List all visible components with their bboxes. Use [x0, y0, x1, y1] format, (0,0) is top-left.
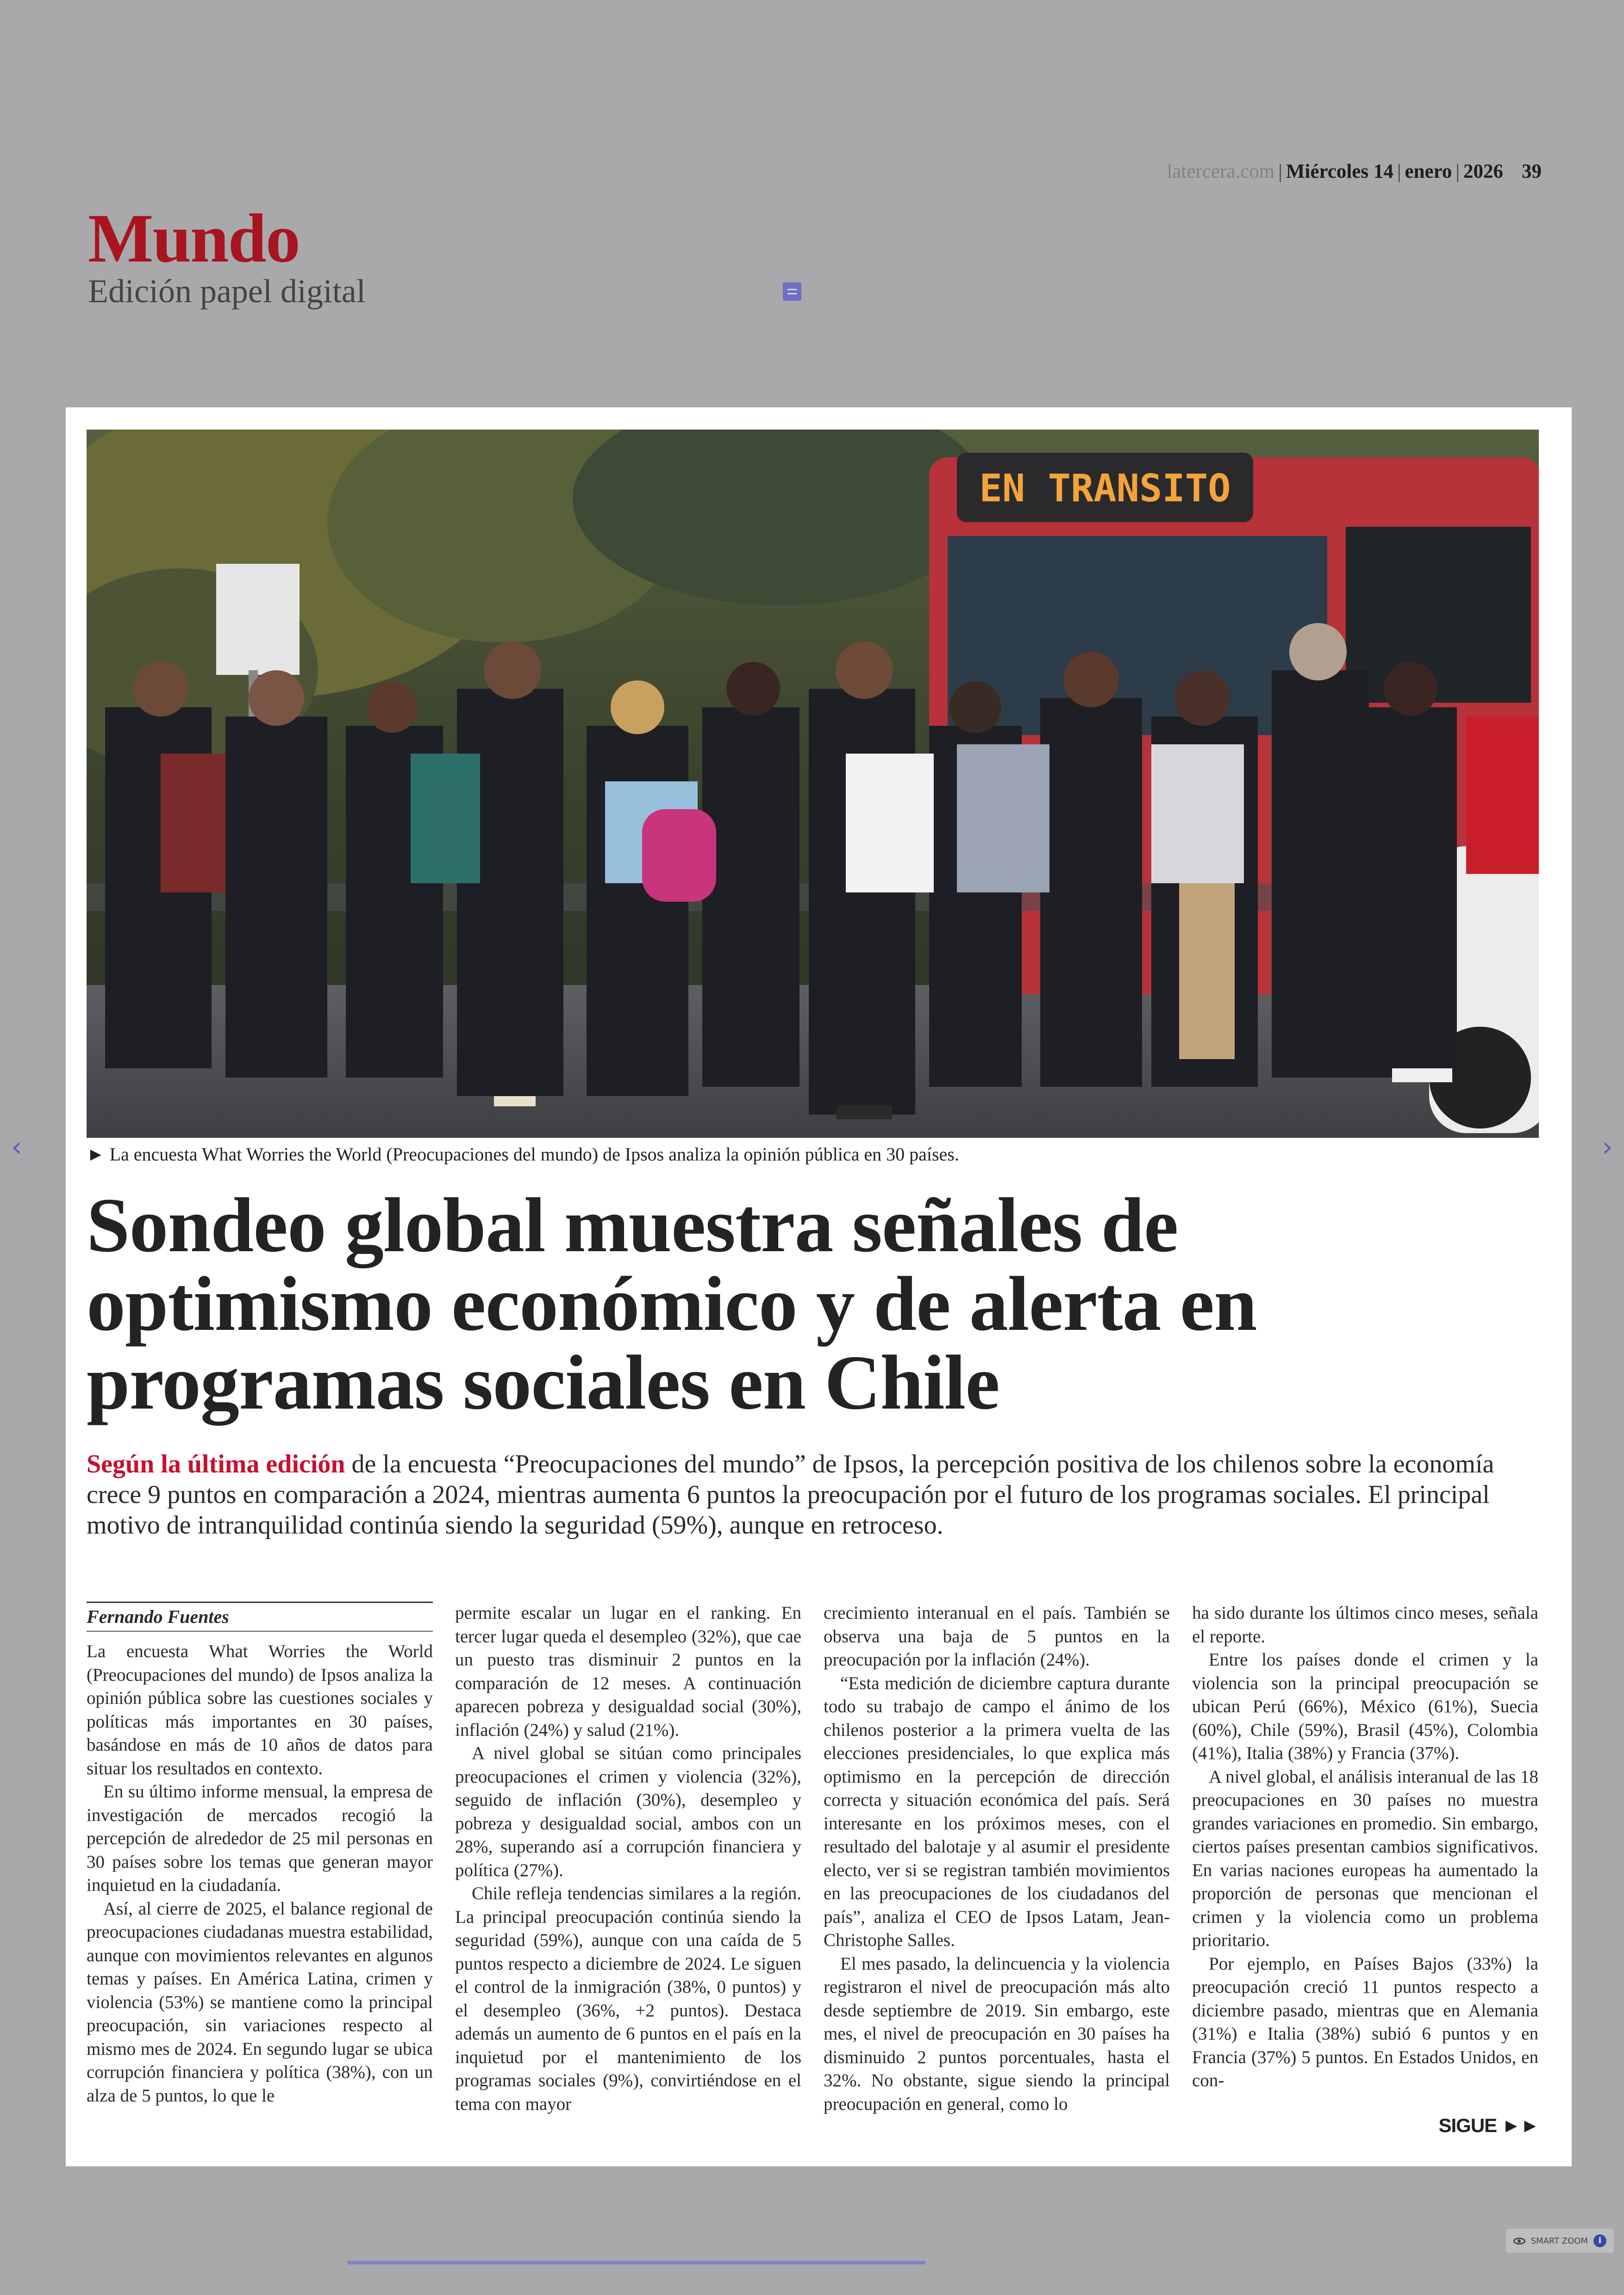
- paragraph: Así, al cierre de 2025, el balance regional de preocupaciones ciudadanas muestra estabilidad, aunque con movimientos relevantes en algunos temas y países. En América Latina, crimen y violencia (53%) se mantiene como la principal preocupación, sin variaciones respecto al mismo mes de 2024. En segundo lugar se ubica corrupción financiera y política (38%), con un alza de 5 puntos, lo que le: [87, 1898, 433, 2106]
- newspaper-page: [66, 407, 1572, 2166]
- page-number: 39: [1522, 161, 1542, 182]
- paragraph: Por ejemplo, en Países Bajos (33%) la preocupación creció 11 puntos respecto a diciembre pasado, mientras que en Alemania (31%) e Italia (38%) subió 6 puntos y en Francia (37%) 5 puntos. En Estados Unidos, en con-: [1192, 1953, 1538, 2090]
- smart-zoom-button[interactable]: [1506, 2229, 1614, 2253]
- photo-caption: ► La encuesta What Worries the World (Preocupaciones del mundo) de Ipsos analiza la opinión pública en 30 países.: [87, 1144, 959, 1165]
- site-name: latercera.com: [1167, 161, 1275, 182]
- lede-lead-in: Según la última edición: [87, 1450, 345, 1478]
- info-icon[interactable]: i: [1593, 2234, 1606, 2247]
- lede-text: de la encuesta “Preocupaciones del mundo” de Ipsos, la percepción positiva de los chilenos sobre la economía crece 9 puntos en comparación a 2024, mientras aumenta 6 puntos la preocupación por el futuro de los programas sociales. El principal motivo de intranquilidad continúa siendo la seguridad (59%), aunque en retroceso.: [87, 1450, 1494, 1540]
- prev-page-button[interactable]: ‹: [11, 1131, 22, 1163]
- header-month: enero: [1405, 161, 1452, 182]
- reading-progress-bar[interactable]: [347, 2261, 926, 2264]
- header-day: Miércoles 14: [1286, 161, 1393, 182]
- header-year: 2026: [1463, 161, 1503, 182]
- note-icon[interactable]: [783, 282, 801, 301]
- paragraph: La encuesta What Worries the World (Preocupaciones del mundo) de Ipsos analiza la opinión pública sobre las cuestiones sociales y políticas más importantes en 30 países, basándose en más de 10 años de datos para situar los resultados en contexto.: [87, 1641, 433, 1778]
- paragraph: permite escalar un lugar en el ranking. En tercer lugar queda el desempleo (32%), que cae un puesto tras disminuir 2 puntos en la comparación de 12 meses. A continuación aparecen pobreza y desigualdad social (30%), inflación (24%) y salud (21%).: [455, 1603, 801, 1740]
- paragraph: A nivel global se sitúan como principales preocupaciones el crimen y violencia (32%), seguido de inflación (30%), desempleo y pobreza y desigualdad social, ambos con un 28%, superando así a corrupción financiera y política (27%).: [455, 1743, 801, 1880]
- section-subtitle: Edición papel digital: [88, 273, 366, 310]
- paragraph: El mes pasado, la delincuencia y la violencia registraron el nivel de preocupación más alto desde septiembre de 2019. Sin embargo, este mes, el nivel de preocupación en 30 países ha disminuido 2 puntos porcentuales, hasta el 32%. No obstante, sigue siendo la principal preocupación en general, como lo: [824, 1953, 1170, 2114]
- article-column-2: [455, 1602, 801, 2116]
- article-column-1: [87, 1602, 433, 2108]
- next-page-button[interactable]: ›: [1602, 1131, 1613, 1163]
- byline: Fernando Fuentes: [87, 1602, 433, 1632]
- paragraph: ha sido durante los últimos cinco meses, señala el reporte.: [1192, 1603, 1538, 1646]
- article-photo: [87, 430, 1539, 1138]
- section-title: Mundo: [88, 200, 300, 277]
- article-column-3: [824, 1602, 1170, 2116]
- paragraph: “Esta medición de diciembre captura durante todo su trabajo de campo el ánimo de los chilenos posterior a la primera vuelta de las elecciones presidenciales, lo que explica más optimismo en la percepción de dirección correcta y situación económica del país. Será interesante en los próximos meses, con el resultado del balotaje y al asumir el presidente electo, ver si se registran también movimientos en las preocupaciones de los ciudadanos del país”, analiza el CEO de Ipsos Latam, Jean-Christophe Salles.: [824, 1673, 1170, 1950]
- bus-sign-text: EN TRANSITO: [979, 467, 1231, 511]
- smart-zoom-label: SMART ZOOM: [1530, 2236, 1588, 2246]
- paragraph: crecimiento interanual en el país. También se observa una baja de 5 puntos en la preocupación por la inflación (24%).: [824, 1603, 1170, 1670]
- article-column-4: [1192, 1602, 1538, 2093]
- paragraph: Entre los países donde el crimen y la violencia son la principal preocupación se ubican Perú (66%), México (61%), Suecia (60%), Chile (59%), Brasil (45%), Colombia (41%), Italia (38%) y Francia (37%).: [1192, 1650, 1538, 1763]
- street-crowd-photo: [87, 430, 1539, 1138]
- paragraph: A nivel global, el análisis interanual de las 18 preocupaciones en 30 países no muestra grandes variaciones en promedio. Sin embargo, ciertos países presentan cambios significativos. En varias naciones europeas ha aumentado la proporción de personas que mencionan el crimen y la violencia como un problema prioritario.: [1192, 1766, 1538, 1950]
- page-header-meta: latercera.com | Miércoles 14 | enero | 2026 39: [1167, 161, 1542, 182]
- headline: Sondeo global muestra señales de optimismo económico y de alerta en programas sociales en Chile: [87, 1182, 1257, 1426]
- article-lede: [87, 1449, 1545, 1540]
- continue-label: SIGUE ►►: [1438, 2114, 1539, 2136]
- paragraph: En su último informe mensual, la empresa de investigación de mercados recogió la percepción de alrededor de 25 mil personas en 30 países sobre los temas que generan mayor inquietud en la ciudadanía.: [87, 1782, 433, 1895]
- paragraph: Chile refleja tendencias similares a la región. La principal preocupación continúa siendo la seguridad (59%), aunque con una caída de 5 puntos respecto a diciembre de 2024. Le siguen el control de la inmigración (38%, 0 puntos) y el desempleo (36%, +2 puntos). Destaca además un aumento de 6 puntos en el país en la inquietud por el mantenimiento de los programas sociales (9%), convirtiéndose en el tema con mayor: [455, 1883, 801, 2114]
- eye-icon: [1513, 2238, 1525, 2245]
- article-body: [87, 1602, 1539, 2114]
